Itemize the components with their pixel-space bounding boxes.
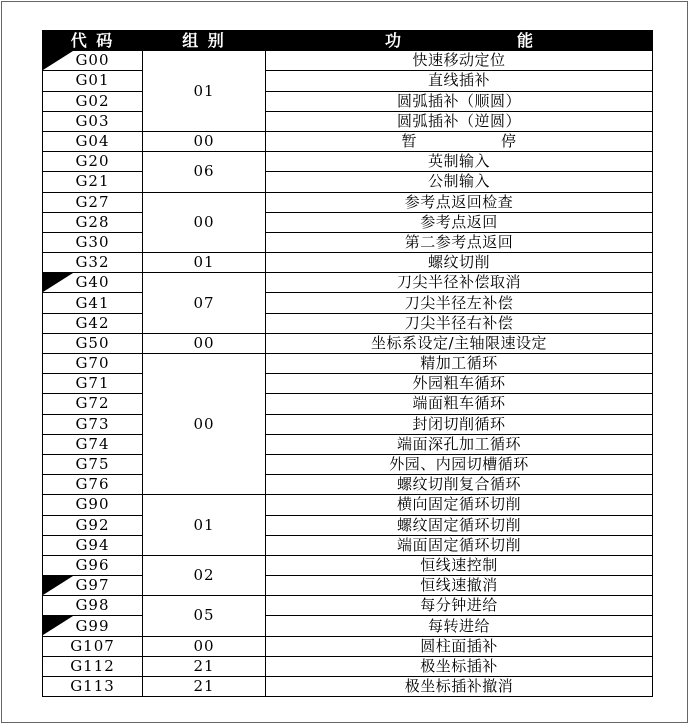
function-cell: 快速移动定位 <box>266 51 653 71</box>
table-row <box>43 131 653 151</box>
function-cell: 英制输入 <box>266 152 653 172</box>
default-flag-icon <box>43 51 73 70</box>
function-cell: 刀尖半径左补偿 <box>266 293 653 313</box>
code-cell: G90 <box>43 495 143 515</box>
function-cell: 圆弧插补（顺圆） <box>266 91 653 111</box>
table-row <box>43 535 653 555</box>
function-cell: 每分钟进给 <box>266 596 653 616</box>
table-row <box>43 152 653 172</box>
table-row <box>43 293 653 313</box>
default-flag-icon <box>43 273 73 292</box>
code-cell: G72 <box>43 394 143 414</box>
code-cell: G01 <box>43 71 143 91</box>
code-cell: G00 <box>43 51 143 71</box>
group-cell: 07 <box>143 273 266 334</box>
code-cell: G71 <box>43 374 143 394</box>
table-row <box>43 51 653 71</box>
header-function-right: 能 <box>517 31 534 51</box>
function-cell: 端面固定循环切削 <box>266 535 653 555</box>
function-right: 停 <box>501 132 517 151</box>
function-cell: 恒线速控制 <box>266 555 653 575</box>
group-cell: 01 <box>143 51 266 132</box>
code-cell: G96 <box>43 555 143 575</box>
default-flag-icon <box>43 576 73 595</box>
header-group: 组 别 <box>143 31 266 51</box>
group-cell: 21 <box>143 656 266 676</box>
function-cell: 极坐标插补 <box>266 656 653 676</box>
code-cell: G02 <box>43 91 143 111</box>
function-cell: 参考点返回检查 <box>266 192 653 212</box>
code-cell: G50 <box>43 333 143 353</box>
function-cell <box>266 131 653 151</box>
group-cell: 00 <box>143 192 266 253</box>
function-cell: 外园、内园切槽循环 <box>266 454 653 474</box>
code-cell: G70 <box>43 354 143 374</box>
table-row <box>43 232 653 252</box>
group-cell: 01 <box>143 495 266 556</box>
group-cell: 02 <box>143 555 266 595</box>
group-cell: 00 <box>143 354 266 495</box>
code-cell: G40 <box>43 273 143 293</box>
table-row <box>43 71 653 91</box>
header-function <box>266 31 653 51</box>
group-cell: 00 <box>143 333 266 353</box>
function-cell: 封闭切削循环 <box>266 414 653 434</box>
group-cell: 05 <box>143 596 266 636</box>
default-flag-icon <box>43 616 73 635</box>
table-row <box>43 555 653 575</box>
table-row <box>43 616 653 636</box>
code-cell: G32 <box>43 253 143 273</box>
table-row <box>43 354 653 374</box>
code-cell: G99 <box>43 616 143 636</box>
function-cell: 直线插补 <box>266 71 653 91</box>
function-cell: 外园粗车循环 <box>266 374 653 394</box>
table-row <box>43 656 653 676</box>
table-row <box>43 333 653 353</box>
function-cell: 恒线速撤消 <box>266 576 653 596</box>
function-cell: 极坐标插补撤消 <box>266 677 653 697</box>
table-row <box>43 495 653 515</box>
table-row <box>43 192 653 212</box>
page-frame <box>1 1 688 723</box>
table-row <box>43 91 653 111</box>
function-cell: 刀尖半径补偿取消 <box>266 273 653 293</box>
header-code: 代 码 <box>43 31 143 51</box>
group-cell: 00 <box>143 131 266 151</box>
table-row <box>43 172 653 192</box>
table-row <box>43 677 653 697</box>
code-cell: G04 <box>43 131 143 151</box>
function-cell: 刀尖半径右补偿 <box>266 313 653 333</box>
code-cell: G27 <box>43 192 143 212</box>
code-cell: G107 <box>43 636 143 656</box>
table-row <box>43 454 653 474</box>
code-cell: G28 <box>43 212 143 232</box>
code-cell: G21 <box>43 172 143 192</box>
table-row <box>43 414 653 434</box>
function-cell: 端面深孔加工循环 <box>266 434 653 454</box>
table-row <box>43 434 653 454</box>
table-row <box>43 576 653 596</box>
table-row <box>43 253 653 273</box>
function-cell: 螺纹固定循环切削 <box>266 515 653 535</box>
code-cell: G30 <box>43 232 143 252</box>
table-row <box>43 111 653 131</box>
function-cell: 每转进给 <box>266 616 653 636</box>
header-function-left: 功 <box>384 31 401 51</box>
g-code-table <box>42 30 653 697</box>
code-cell: G74 <box>43 434 143 454</box>
group-cell: 00 <box>143 636 266 656</box>
table-row <box>43 212 653 232</box>
table-row <box>43 273 653 293</box>
group-cell: 01 <box>143 253 266 273</box>
code-cell: G03 <box>43 111 143 131</box>
table-row <box>43 374 653 394</box>
code-cell: G41 <box>43 293 143 313</box>
table-row <box>43 475 653 495</box>
code-cell: G97 <box>43 576 143 596</box>
function-cell: 公制输入 <box>266 172 653 192</box>
code-cell: G75 <box>43 454 143 474</box>
table-row <box>43 636 653 656</box>
function-left: 暂 <box>401 132 417 151</box>
table-row <box>43 394 653 414</box>
function-cell: 横向固定循环切削 <box>266 495 653 515</box>
function-cell: 参考点返回 <box>266 212 653 232</box>
code-cell: G76 <box>43 475 143 495</box>
code-cell: G42 <box>43 313 143 333</box>
function-cell: 精加工循环 <box>266 354 653 374</box>
group-cell: 06 <box>143 152 266 192</box>
code-cell: G98 <box>43 596 143 616</box>
function-cell: 圆柱面插补 <box>266 636 653 656</box>
group-cell: 21 <box>143 677 266 697</box>
code-cell: G94 <box>43 535 143 555</box>
function-cell: 端面粗车循环 <box>266 394 653 414</box>
function-cell: 螺纹切削 <box>266 253 653 273</box>
table-row <box>43 596 653 616</box>
function-cell: 圆弧插补（逆圆） <box>266 111 653 131</box>
header-row <box>43 31 653 51</box>
code-cell: G92 <box>43 515 143 535</box>
code-cell: G20 <box>43 152 143 172</box>
code-cell: G113 <box>43 677 143 697</box>
code-cell: G73 <box>43 414 143 434</box>
table-row <box>43 313 653 333</box>
function-cell: 螺纹切削复合循环 <box>266 475 653 495</box>
code-cell: G112 <box>43 656 143 676</box>
table-row <box>43 515 653 535</box>
function-cell: 第二参考点返回 <box>266 232 653 252</box>
function-cell: 坐标系设定/主轴限速设定 <box>266 333 653 353</box>
